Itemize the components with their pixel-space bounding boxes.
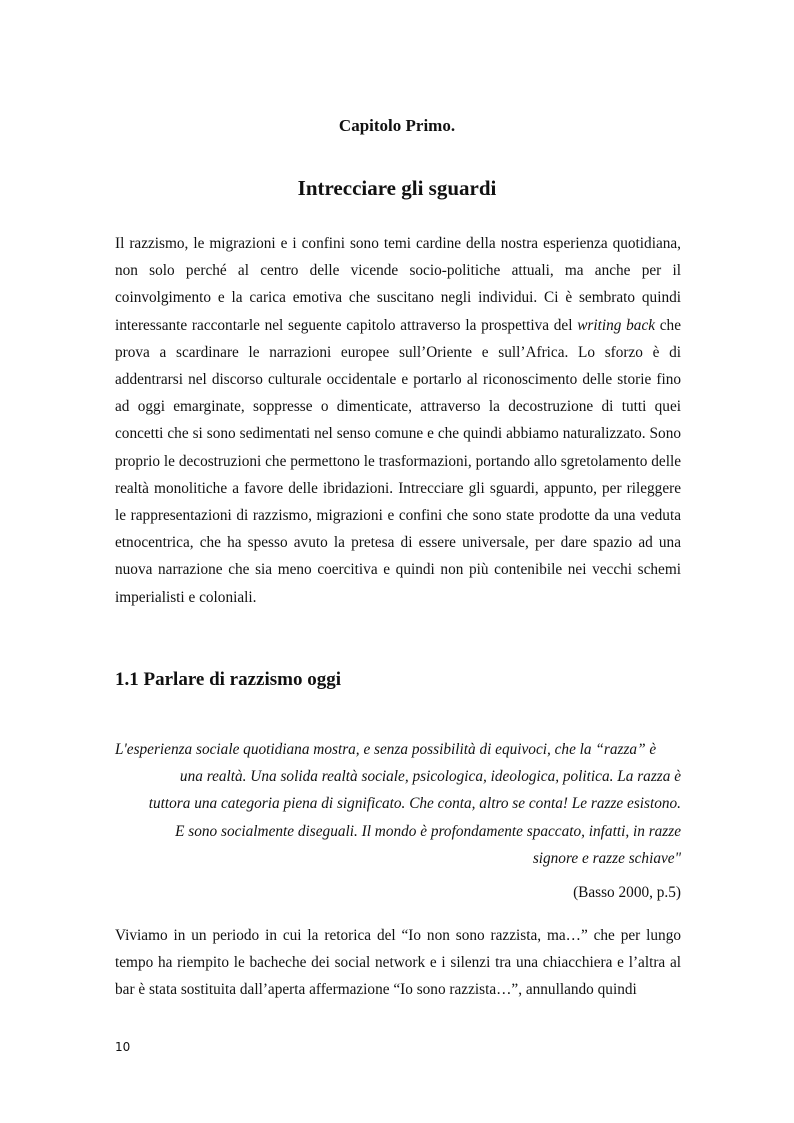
quote-citation: (Basso 2000, p.5) <box>573 884 681 901</box>
intro-paragraph <box>115 230 681 611</box>
intro-italic-term: writing back <box>577 316 656 334</box>
page-number: 10 <box>115 1040 131 1054</box>
quote-line: E sono socialmente diseguali. Il mondo è profondamente spaccato, infatti, in razze <box>175 822 681 840</box>
chapter-title: Intrecciare gli sguardi <box>297 176 497 200</box>
block-quote <box>115 736 681 872</box>
quote-line: tuttora una categoria piena di significato. Che conta, altro se conta! Le razze esistono. <box>148 795 681 813</box>
intro-text-end: che prova a scardinare le narrazioni europee sull’Oriente e sull’Africa. Lo sforzo è di addentrarsi nel discorso culturale occidentale e portarlo al riconoscimento delle storie fino ad oggi emarginate, soppresse o dimenticate, attraverso la decostruzione di tutti quei concetti che si sono sedimentati nel senso comune e che quindi abbiamo naturalizzato. Sono proprio le decostruzioni che permettono le trasformazioni, portando allo sgretolamento delle realtà monolitiche a favore delle ibridazioni. Intrecciare gli sguardi, appunto, per rileggere le rappresentazioni di razzismo, migrazioni e confini che sono state prodotte da una veduta etnocentrica, che ha spesso avuto la pretesa di essere universale, per dare spazio ad una nuova narrazione che sia meno coercitiva e quindi non più contenibile nei vecchi schemi imperialisti e coloniali. <box>115 316 681 606</box>
section-paragraph: Viviamo in un periodo in cui la retorica del “Io non sono razzista, ma…” che per lungo tempo ha riempito le bacheche dei social network e i silenzi tra una chiacchiera e l’altra al bar è stata sostituita dall’aperta affermazione “Io sono razzista…”, annullando quindi <box>115 927 681 999</box>
quote-line: signore e razze schiave" <box>532 849 681 867</box>
chapter-label: Capitolo Primo. <box>338 116 456 135</box>
section-heading: 1.1 Parlare di razzismo oggi <box>115 669 342 690</box>
intro-text-start: Il razzismo, le migrazioni e i confini sono temi cardine della nostra esperienza quotidiana, non solo perché al centro delle vicende socio-politiche attuali, ma anche per il coinvolgimento e la carica emotiva che suscitano negli individui. Ci è sembrato quindi interessante raccontarle nel seguente capitolo attraverso la prospettiva del <box>115 235 681 334</box>
quote-line: una realtà. Una solida realtà sociale, psicologica, ideologica, politica. La razza è <box>179 768 681 786</box>
quote-line: L'esperienza sociale quotidiana mostra, e senza possibilità di equivoci, che la “razza” è <box>115 741 657 758</box>
